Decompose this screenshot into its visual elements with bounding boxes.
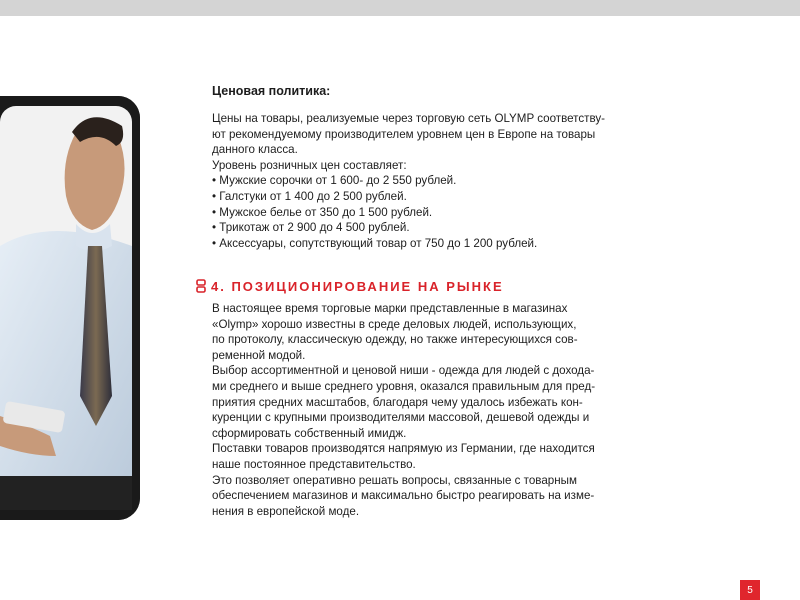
positioning-line: ременной модой. — [212, 348, 306, 362]
price-list-item: • Галстуки от 1 400 до 2 500 рублей. — [212, 189, 407, 203]
positioning-line: сформировать собственный имидж. — [212, 426, 407, 440]
positioning-line: Это позволяет оперативно решать вопросы, связанные с товарным — [212, 473, 577, 487]
model-photo-illustration — [0, 96, 140, 520]
price-list-item: • Аксессуары, сопутствующий товар от 750 до 1 200 рублей. — [212, 236, 538, 250]
positioning-line: приятия средних масштабов, благодаря чему удалось избежать кон- — [212, 395, 583, 409]
top-bar — [0, 0, 800, 16]
section-heading — [196, 277, 504, 295]
price-policy-line: данного класса. — [212, 143, 298, 157]
price-policy-line: ют рекомендуемому производителем уровнем цен в Европе на товары — [212, 127, 596, 141]
positioning-line: обеспечением магазинов и максимально быстро реагировать на изме- — [212, 489, 595, 503]
positioning-text — [212, 301, 682, 519]
positioning-line: В настоящее время торговые марки представленные в магазинах — [212, 302, 568, 315]
page-number: 5 — [740, 580, 760, 600]
price-policy-line: Уровень розничных цен составляет: — [212, 158, 407, 172]
positioning-line: Выбор ассортиментной и ценовой ниши - одежда для людей с дохода- — [212, 364, 595, 378]
positioning-line: по протоколу, классическую одежду, но также интересующихся сов- — [212, 333, 578, 347]
positioning-line: Поставки товаров производятся напрямую из Германии, где находится — [212, 442, 595, 456]
positioning-line: наше постоянное представительство. — [212, 457, 416, 471]
price-policy-title: Ценовая политика: — [212, 84, 331, 98]
positioning-line: нения в европейской моде. — [212, 504, 360, 518]
price-list-item: • Мужское белье от 350 до 1 500 рублей. — [212, 205, 433, 219]
price-policy-line: Цены на товары, реализуемые через торговую сеть OLYMP соответству- — [212, 112, 606, 125]
price-list-item: • Трикотаж от 2 900 до 4 500 рублей. — [212, 221, 410, 235]
model-photo — [0, 96, 140, 520]
section-title: 4. ПОЗИЦИОНИРОВАНИЕ НА РЫНКЕ — [211, 278, 504, 294]
price-policy-text — [212, 111, 682, 251]
positioning-line: ми среднего и выше среднего уровня, оказался правильным для пред- — [212, 379, 596, 393]
positioning-line: «Olymp» хорошо известны в среде деловых людей, использующих, — [212, 317, 577, 331]
price-list-item: • Мужские сорочки от 1 600- до 2 550 рублей. — [212, 174, 457, 188]
section-marker-icon — [196, 279, 206, 293]
positioning-line: куренции с крупными производителями массовой, дешевой одежды и — [212, 411, 590, 425]
